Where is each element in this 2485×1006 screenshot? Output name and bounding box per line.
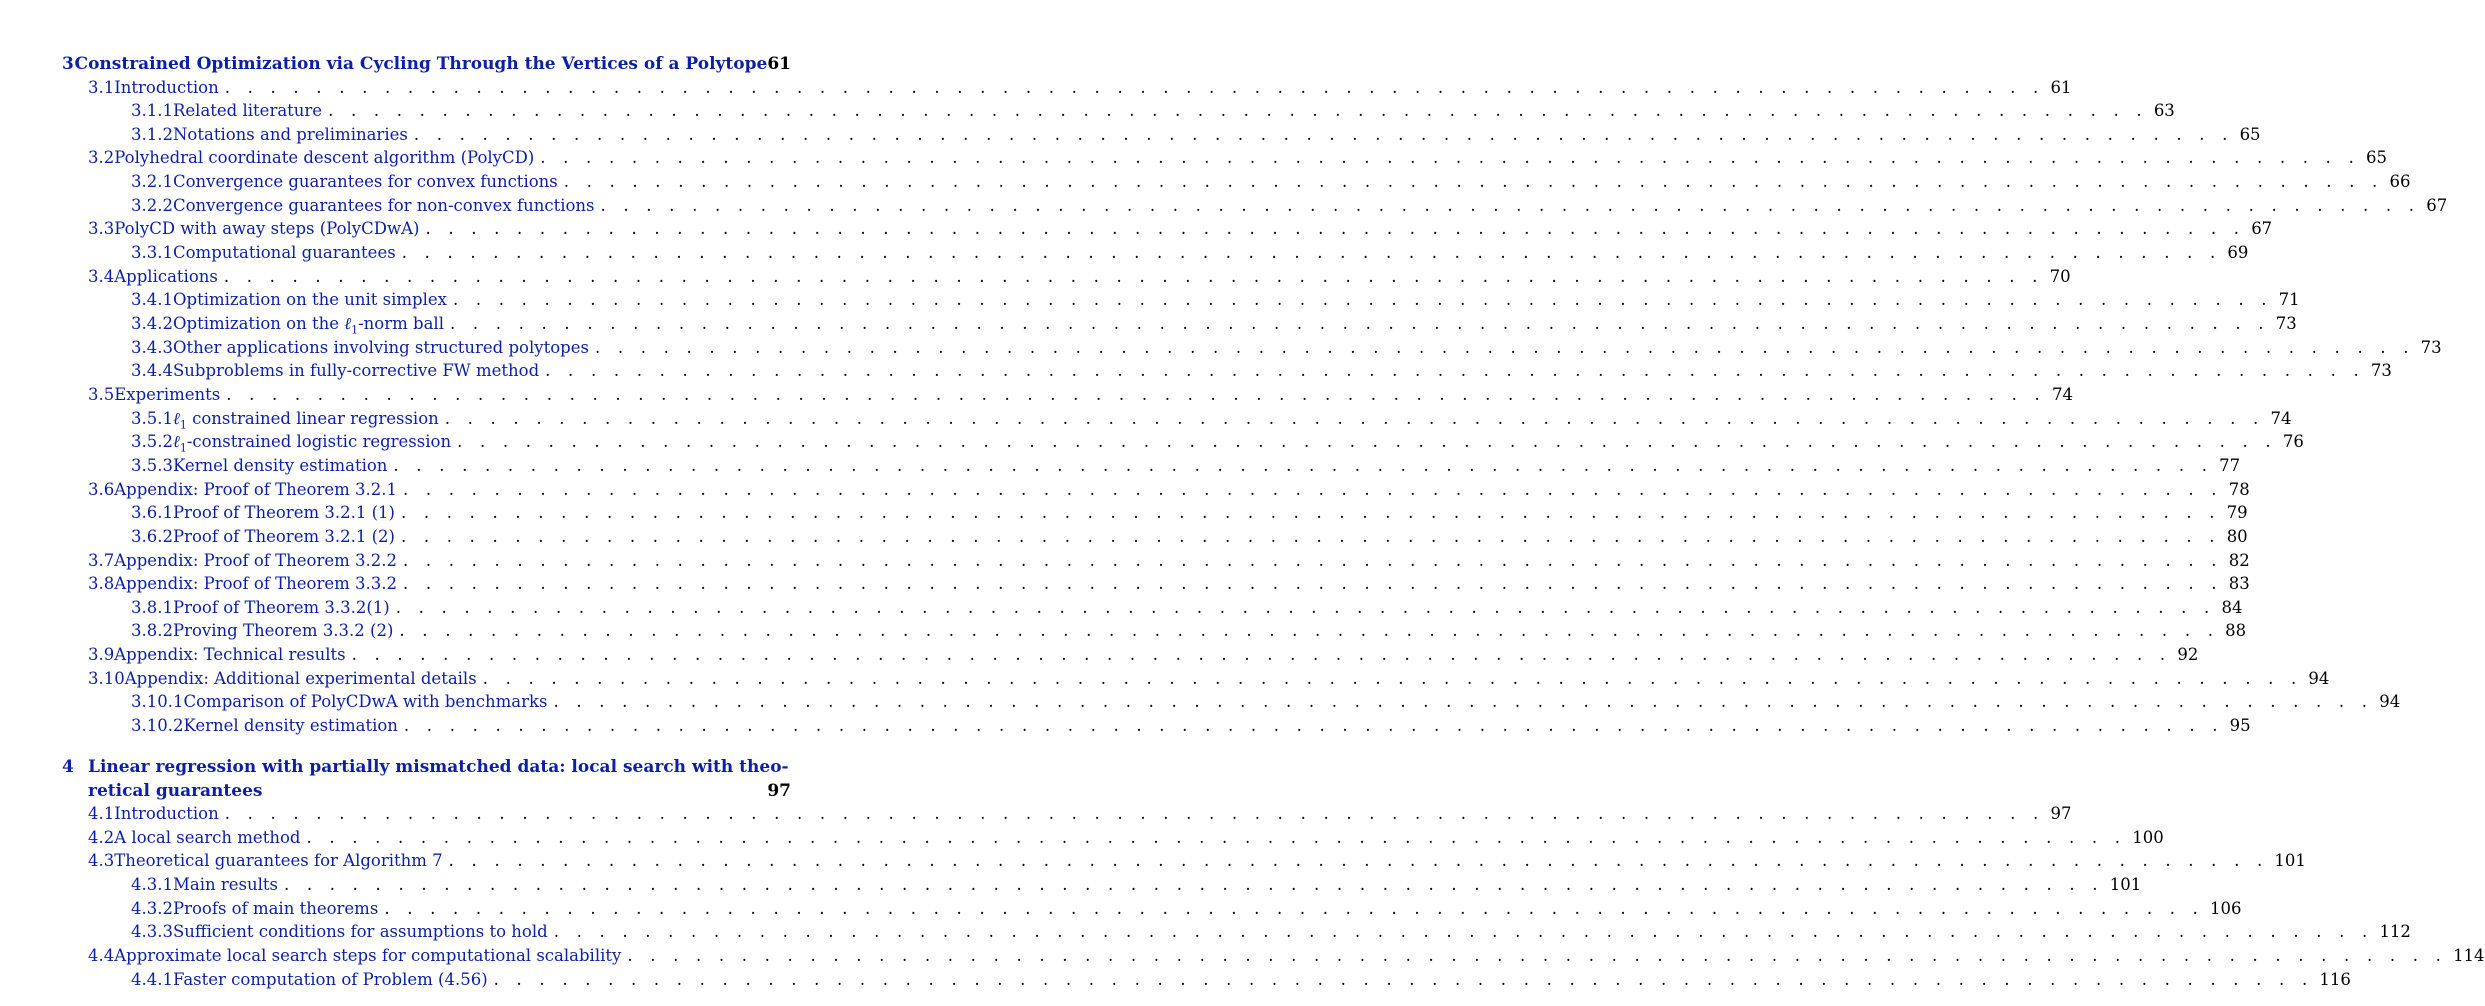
- leader-dots: . . . . . . . . . . . . . . . . . . . . . . . . . . . . . . . . . . . . . . . . . . . . . . . . . . . . . . . . . . . . . . . . . . . . . . . . . . . . . . . .: [351, 645, 2172, 665]
- toc-chapter-3[interactable]: [62, 52, 791, 76]
- toc-entry[interactable]: [131, 596, 2243, 620]
- toc-entry[interactable]: [88, 478, 2250, 502]
- toc-entry-number: 3.3.1: [131, 243, 173, 263]
- toc-entry[interactable]: [131, 968, 2351, 992]
- leader-dots: . . . . . . . . . . . . . . . . . . . . . . . . . . . . . . . . . . . . . . . . . . . . . . . . . . . . . . . . . . . . . . . . . . . . . . . . . . . . . . . .: [553, 922, 2374, 942]
- toc-entry-title[interactable]: Introduction: [114, 77, 219, 97]
- title-suffix: constrained linear regression: [186, 408, 439, 428]
- toc-entry[interactable]: [131, 454, 2241, 478]
- toc-entry-title[interactable]: Faster computation of Problem (4.56): [172, 969, 488, 989]
- toc-entry-page: 65: [2239, 124, 2261, 144]
- chapter-number: 4: [62, 757, 74, 777]
- toc-entry-page: 106: [2210, 898, 2242, 918]
- toc-entry-number: 4.2: [88, 827, 115, 847]
- toc-entry[interactable]: [131, 501, 2248, 525]
- toc-entry-title[interactable]: Proof of Theorem 3.2.1 (2): [172, 526, 395, 546]
- toc-entry-page: 80: [2226, 526, 2248, 546]
- leader-dots: . . . . . . . . . . . . . . . . . . . . . . . . . . . . . . . . . . . . . . . . . . . . . . . . . . . . . . . . . . . . . . . . . . . . . . . . . . . . . . . .: [400, 526, 2221, 546]
- leader-dots: . . . . . . . . . . . . . . . . . . . . . . . . . . . . . . . . . . . . . . . . . . . . . . . . . . . . . . . . . . . . . . . . . . . . . . . . . . . . . . . .: [449, 314, 2270, 333]
- toc-entry-number: 3.2.2: [131, 195, 173, 215]
- toc-entry-title[interactable]: A local search method: [114, 827, 301, 847]
- toc-entry-number: 3.5.1: [131, 408, 173, 428]
- toc-entry-title[interactable]: Appendix: Additional experimental details: [124, 668, 477, 688]
- toc-entry-title[interactable]: Kernel density estimation: [172, 455, 388, 475]
- toc-entry[interactable]: [131, 619, 2247, 643]
- toc-entry-number: 3.4.2: [131, 314, 173, 333]
- toc-entry-number: 3.4.4: [131, 361, 173, 381]
- toc-entry[interactable]: [88, 76, 2072, 100]
- title-prefix: Optimization on the: [172, 314, 345, 333]
- ell-subscript: 1: [179, 441, 187, 455]
- toc-entry-page: 73: [2420, 337, 2442, 357]
- leader-dots: . . . . . . . . . . . . . . . . . . . . . . . . . . . . . . . . . . . . . . . . . . . . . . . . . . . . . . . . . . . . . . . . . . . . . . . . . . . . . . . .: [402, 574, 2223, 594]
- toc-entry-title[interactable]: Polyhedral coordinate descent algorithm (PolyCD): [114, 148, 535, 168]
- toc-entry-number: 3.1: [88, 77, 115, 97]
- toc-entry-page: 84: [2221, 597, 2243, 617]
- leader-dots: . . . . . . . . . . . . . . . . . . . . . . . . . . . . . . . . . . . . . . . . . . . . . . . . . . . . . . . . . . . . . . . . . . . . . . . . . . . . . . . .: [553, 692, 2374, 712]
- toc-entry-page: 94: [2308, 668, 2330, 688]
- toc-entry[interactable]: [131, 123, 2261, 147]
- toc-entry-title[interactable]: Approximate local search steps for computational scalability: [114, 945, 622, 965]
- toc-entry[interactable]: [131, 194, 2448, 218]
- toc-entry[interactable]: [88, 802, 2072, 826]
- toc-entry-number: 4.1: [88, 804, 115, 823]
- toc-entry-number: 3.4.3: [131, 337, 173, 357]
- toc-entry-number: 3.8.2: [131, 621, 173, 641]
- toc-entry-page: 74: [2270, 408, 2292, 428]
- toc-entry-page: 66: [2389, 172, 2411, 192]
- toc-entry-title[interactable]: Appendix: Proof of Theorem 3.2.2: [114, 550, 397, 570]
- ell-subscript: 1: [351, 323, 359, 337]
- toc-entry-title[interactable]: Convergence guarantees for non-convex functions: [172, 195, 595, 215]
- toc-entry-page: 97: [2050, 804, 2072, 823]
- toc-entry[interactable]: [131, 430, 2304, 455]
- toc-entry-number: 3.5: [88, 384, 115, 404]
- leader-dots: . . . . . . . . . . . . . . . . . . . . . . . . . . . . . . . . . . . . . . . . . . . . . . . . . . . . . . . . . . . . . . . . . . . . . . . . . . . . . . . .: [413, 124, 2234, 144]
- toc-entry-page: 61: [2050, 77, 2072, 97]
- leader-dots: . . . . . . . . . . . . . . . . . . . . . . . . . . . . . . . . . . . . . . . . . . . . . . . . . . . . . . . . . . . . . . . . . . . . . . . . . . . . . . . .: [284, 874, 2104, 894]
- leader-dots: . . . . . . . . . . . . . . . . . . . . . . . . . . . . . . . . . . . . . . . . . . . . . . . . . . . . . . . . . . . . . . . . . . . . . . . . . . . . . . . .: [400, 503, 2221, 523]
- toc-entry-title[interactable]: Theoretical guarantees for Algorithm 7: [114, 851, 443, 871]
- leader-dots: . . . . . . . . . . . . . . . . . . . . . . . . . . . . . . . . . . . . . . . . . . . . . . . . . . . . . . . . . . . . . . . . . . . . . . . . . . . . . . . .: [402, 479, 2223, 499]
- toc-entry[interactable]: [131, 336, 2442, 360]
- toc-entry[interactable]: [88, 217, 2273, 241]
- title-suffix: -constrained logistic regression: [186, 432, 452, 452]
- toc-entry[interactable]: [88, 944, 2485, 968]
- toc-entry-page: 101: [2109, 874, 2142, 894]
- toc-entry[interactable]: [131, 525, 2248, 549]
- toc-entry-title[interactable]: Other applications involving structured polytopes: [172, 337, 589, 357]
- toc-entry-title[interactable]: Comparison of PolyCDwA with benchmarks: [183, 692, 548, 712]
- toc-entry[interactable]: [131, 241, 2249, 265]
- toc-entry-page: 95: [2229, 716, 2251, 736]
- toc-entry-page: 69: [2227, 243, 2249, 263]
- toc-entry[interactable]: [88, 265, 2071, 289]
- toc-entry-page: 63: [2153, 101, 2175, 121]
- leader-dots: . . . . . . . . . . . . . . . . . . . . . . . . . . . . . . . . . . . . . . . . . . . . . . . . . . . . . . . . . . . . . . . . . . . . . . . . . . . . . . . .: [448, 851, 2269, 871]
- ell-subscript: 1: [179, 417, 187, 431]
- leader-dots: . . . . . . . . . . . . . . . . . . . . . . . . . . . . . . . . . . . . . . . . . . . . . . . . . . . . . . . . . . . . . . . . . . . . . . . . . . . . . . . .: [328, 101, 2148, 121]
- toc-entry-page: 79: [2226, 503, 2248, 523]
- toc-entry[interactable]: [88, 383, 2073, 407]
- toc-entry[interactable]: [88, 667, 2330, 691]
- toc-entry[interactable]: [88, 643, 2199, 667]
- toc-entry-number: 3.2.1: [131, 172, 173, 192]
- toc-entry-title[interactable]: Related literature: [172, 101, 323, 121]
- leader-dots: . . . . . . . . . . . . . . . . . . . . . . . . . . . . . . . . . . . . . . . . . . . . . . . . . . . . . . . . . . . . . . . . . . . . . . . . . . . . . . . .: [545, 361, 2365, 381]
- toc-entry-number: 4.3: [88, 851, 115, 871]
- chapter-number: 3: [62, 54, 74, 74]
- leader-dots: . . . . . . . . . . . . . . . . . . . . . . . . . . . . . . . . . . . . . . . . . . . . . . . . . . . . . . . . . . . . . . . . . . . . . . . . . . . . . . . .: [384, 898, 2205, 918]
- leader-dots: . . . . . . . . . . . . . . . . . . . . . . . . . . . . . . . . . . . . . . . . . . . . . . . . . . . . . . . . . . . . . . . . . . . . . . . . . . . . . . . .: [403, 716, 2224, 736]
- toc-entry-page: 74: [2051, 384, 2073, 404]
- toc-entry-number: 3.7: [88, 550, 115, 570]
- chapter-page: 61: [767, 54, 791, 74]
- toc-entry-page: 67: [2251, 219, 2273, 239]
- toc-entry-title[interactable]: Sufficient conditions for assumptions to hold: [172, 922, 548, 942]
- toc-entry[interactable]: [131, 690, 2401, 714]
- toc-entry-number: 3.10.1: [131, 692, 184, 712]
- toc-entry-page: 88: [2225, 621, 2247, 641]
- chapter-title[interactable]: Constrained Optimization via Cycling Through the Vertices of a Polytope: [74, 54, 768, 74]
- toc-entry-number: 4.3.1: [131, 874, 173, 894]
- toc-entry[interactable]: [131, 312, 2297, 337]
- leader-dots: . . . . . . . . . . . . . . . . . . . . . . . . . . . . . . . . . . . . . . . . . . . . . . . . . . . . . . . . . . . . . . . . . . . . . . . . . . . . . . . .: [226, 384, 2046, 404]
- chapter-title-line2[interactable]: retical guarantees: [88, 781, 263, 801]
- leader-dots: . . . . . . . . . . . . . . . . . . . . . . . . . . . . . . . . . . . . . . . . . . . . . . . . . . . . . . . . . . . . . . . . . . . . . . . . . . . . . . . .: [306, 827, 2127, 847]
- toc-entry-number: 3.1.2: [131, 124, 173, 144]
- toc-entry-number: 4.3.2: [131, 898, 173, 918]
- toc-entry-page: 114: [2453, 945, 2485, 965]
- toc-entry-number: 3.5.3: [131, 455, 173, 475]
- leader-dots: . . . . . . . . . . . . . . . . . . . . . . . . . . . . . . . . . . . . . . . . . . . . . . . . . . . . . . . . . . . . . . . . . . . . . . . . . . . . . . . .: [482, 668, 2303, 688]
- toc-entry-title[interactable]: Convergence guarantees for convex functions: [172, 172, 558, 192]
- toc-entry-page: 112: [2379, 922, 2411, 942]
- toc-entry-number: 3.8: [88, 574, 115, 594]
- toc-entry-title[interactable]: Proof of Theorem 3.3.2(1): [172, 597, 390, 617]
- toc-entry-page: 101: [2274, 851, 2306, 871]
- toc-entry-number: 3.4.1: [131, 290, 173, 310]
- toc-entry-title[interactable]: Appendix: Technical results: [114, 645, 346, 665]
- toc-entry[interactable]: [131, 170, 2411, 194]
- toc-entry[interactable]: [88, 549, 2250, 573]
- title-suffix: -norm ball: [358, 314, 444, 333]
- leader-dots: . . . . . . . . . . . . . . . . . . . . . . . . . . . . . . . . . . . . . . . . . . . . . . . . . . . . . . . . . . . . . . . . . . . . . . . . . . . . . . . .: [444, 408, 2265, 428]
- leader-dots: . . . . . . . . . . . . . . . . . . . . . . . . . . . . . . . . . . . . . . . . . . . . . . . . . . . . . . . . . . . . . . . . . . . . . . . . . . . . . . . .: [452, 290, 2273, 310]
- leader-dots: . . . . . . . . . . . . . . . . . . . . . . . . . . . . . . . . . . . . . . . . . . . . . . . . . . . . . . . . . . . . . . . . . . . . . . . . . . . . . . . .: [627, 945, 2448, 965]
- toc-entry-title[interactable]: Applications: [114, 266, 218, 286]
- toc-entry-title[interactable]: Introduction: [114, 804, 219, 823]
- leader-dots: . . . . . . . . . . . . . . . . . . . . . . . . . . . . . . . . . . . . . . . . . . . . . . . . . . . . . . . . . . . . . . . . . . . . . . . . . . . . . . . .: [223, 266, 2044, 286]
- toc-entry-number: 3.8.1: [131, 597, 173, 617]
- toc-entry-page: 71: [2278, 290, 2300, 310]
- toc-entry-number: 3.10.2: [131, 716, 184, 736]
- toc-entry-page: 92: [2177, 645, 2199, 665]
- leader-dots: . . . . . . . . . . . . . . . . . . . . . . . . . . . . . . . . . . . . . . . . . . . . . . . . . . . . . . . . . . . . . . . . . . . . . . . . . . . . . . . .: [395, 597, 2216, 617]
- leader-dots: . . . . . . . . . . . . . . . . . . . . . . . . . . . . . . . . . . . . . . . . . . . . . . . . . . . . . . . . . . . . . . . . . . . . . . . . . . . . . . . .: [493, 969, 2314, 989]
- leader-dots: . . . . . . . . . . . . . . . . . . . . . . . . . . . . . . . . . . . . . . . . . . . . . . . . . . . . . . . . . . . . . . . . . . . . . . . . . . . . . . . .: [401, 243, 2222, 263]
- leader-dots: . . . . . . . . . . . . . . . . . . . . . . . . . . . . . . . . . . . . . . . . . . . . . . . . . . . . . . . . . . . . . . . . . . . . . . . . . . . . . . . .: [594, 337, 2415, 357]
- leader-dots: . . . . . . . . . . . . . . . . . . . . . . . . . . . . . . . . . . . . . . . . . . . . . . . . . . . . . . . . . . . . . . . . . . . . . . . . . . . . . . . .: [563, 172, 2384, 192]
- toc-entry-page: 82: [2228, 550, 2250, 570]
- toc-entry-page: 65: [2366, 148, 2388, 168]
- toc-chapter-4[interactable]: [62, 755, 791, 779]
- toc-entry-number: 3.10: [88, 668, 125, 688]
- toc-entry-title[interactable]: Proofs of main theorems: [172, 898, 379, 918]
- leader-dots: . . . . . . . . . . . . . . . . . . . . . . . . . . . . . . . . . . . . . . . . . . . . . . . . . . . . . . . . . . . . . . . . . . . . . . . . . . . . . . . .: [402, 550, 2223, 570]
- toc-entry[interactable]: [131, 99, 2175, 123]
- ell-symbol: ℓ: [172, 432, 180, 452]
- toc-entry-number: 4.3.3: [131, 922, 173, 942]
- toc-entry[interactable]: [88, 826, 2164, 850]
- toc-entry-title[interactable]: Optimization on the unit simplex: [172, 290, 447, 310]
- leader-dots: . . . . . . . . . . . . . . . . . . . . . . . . . . . . . . . . . . . . . . . . . . . . . . . . . . . . . . . . . . . . . . . . . . . . . . . . . . . . . . . .: [224, 77, 2045, 97]
- toc-entry-page: 94: [2379, 692, 2401, 712]
- ell-symbol: ℓ: [172, 408, 180, 428]
- toc-entry-number: 4.4: [88, 945, 115, 965]
- toc-entry-number: 3.2: [88, 148, 115, 168]
- toc-entry[interactable]: [88, 146, 2388, 170]
- toc-entry-title[interactable]: Experiments: [114, 384, 221, 404]
- toc-entry[interactable]: [131, 407, 2292, 431]
- toc-entry-number: 3.1.1: [131, 101, 173, 121]
- toc-entry-page: 100: [2132, 827, 2164, 847]
- leader-dots: . . . . . . . . . . . . . . . . . . . . . . . . . . . . . . . . . . . . . . . . . . . . . . . . . . . . . . . . . . . . . . . . . . . . . . . . . . . . . . . .: [399, 621, 2220, 641]
- toc-entry[interactable]: [88, 572, 2250, 596]
- chapter-page: 97: [767, 781, 791, 801]
- ell-symbol: ℓ: [344, 314, 352, 333]
- toc-entry-page: 116: [2319, 969, 2351, 989]
- toc-entry-title[interactable]: Proving Theorem 3.3.2 (2): [172, 621, 394, 641]
- toc-entry-page: 78: [2228, 479, 2250, 499]
- toc-entry-page: 77: [2219, 455, 2241, 475]
- toc-entry-title[interactable]: PolyCD with away steps (PolyCDwA): [114, 219, 420, 239]
- toc-entry-title[interactable]: Proof of Theorem 3.2.1 (1): [172, 503, 395, 523]
- toc-entry[interactable]: [131, 714, 2251, 738]
- toc-entry-page: 67: [2426, 195, 2448, 215]
- toc-entry-title[interactable]: Subproblems in fully-corrective FW method: [172, 361, 540, 381]
- toc-entry-number: 3.6.1: [131, 503, 173, 523]
- toc-entry-title[interactable]: Main results: [172, 874, 278, 894]
- leader-dots: . . . . . . . . . . . . . . . . . . . . . . . . . . . . . . . . . . . . . . . . . . . . . . . . . . . . . . . . . . . . . . . . . . . . . . . . . . . . . . . .: [600, 195, 2421, 215]
- toc-entry-title[interactable]: Computational guarantees: [172, 243, 396, 263]
- toc-entry[interactable]: [131, 288, 2300, 312]
- toc-entry[interactable]: [131, 897, 2242, 921]
- toc-entry[interactable]: [88, 849, 2306, 873]
- toc-chapter-4-cont[interactable]: [88, 779, 791, 803]
- toc-entry-page: 73: [2370, 361, 2392, 381]
- toc-entry[interactable]: [131, 920, 2411, 944]
- toc-entry-number: 3.3: [88, 219, 115, 239]
- toc-entry-page: 76: [2282, 432, 2304, 452]
- toc-entry-number: 3.6.2: [131, 526, 173, 546]
- toc-entry-number: 4.4.1: [131, 969, 173, 989]
- toc-entry-title[interactable]: Kernel density estimation: [183, 716, 398, 736]
- toc-entry-page: 70: [2049, 266, 2071, 286]
- leader-dots: . . . . . . . . . . . . . . . . . . . . . . . . . . . . . . . . . . . . . . . . . . . . . . . . . . . . . . . . . . . . . . . . . . . . . . . . . . . . . . . .: [540, 148, 2361, 168]
- leader-dots: . . . . . . . . . . . . . . . . . . . . . . . . . . . . . . . . . . . . . . . . . . . . . . . . . . . . . . . . . . . . . . . . . . . . . . . . . . . . . . . .: [393, 455, 2214, 475]
- toc-entry-title[interactable]: Notations and preliminaries: [172, 124, 408, 144]
- toc-entry-number: 3.4: [88, 266, 115, 286]
- toc-entry[interactable]: [131, 359, 2392, 383]
- toc-entry-number: 3.6: [88, 479, 115, 499]
- toc-entry-number: 3.5.2: [131, 432, 173, 452]
- toc-entry-page: 83: [2228, 574, 2250, 594]
- leader-dots: . . . . . . . . . . . . . . . . . . . . . . . . . . . . . . . . . . . . . . . . . . . . . . . . . . . . . . . . . . . . . . . . . . . . . . . . . . . . . . . .: [457, 432, 2277, 452]
- toc-entry[interactable]: [131, 873, 2142, 897]
- toc-entry-title[interactable]: Appendix: Proof of Theorem 3.3.2: [114, 574, 397, 594]
- leader-dots: . . . . . . . . . . . . . . . . . . . . . . . . . . . . . . . . . . . . . . . . . . . . . . . . . . . . . . . . . . . . . . . . . . . . . . . . . . . . . . . .: [224, 804, 2045, 823]
- leader-dots: . . . . . . . . . . . . . . . . . . . . . . . . . . . . . . . . . . . . . . . . . . . . . . . . . . . . . . . . . . . . . . . . . . . . . . . . . . . . . . . .: [425, 219, 2246, 239]
- toc-entry-title[interactable]: Appendix: Proof of Theorem 3.2.1: [114, 479, 397, 499]
- toc-entry-number: 3.9: [88, 645, 115, 665]
- chapter-title-line1[interactable]: Linear regression with partially mismatched data: local search with theo-: [88, 757, 789, 777]
- toc-entry-page: 73: [2275, 314, 2297, 333]
